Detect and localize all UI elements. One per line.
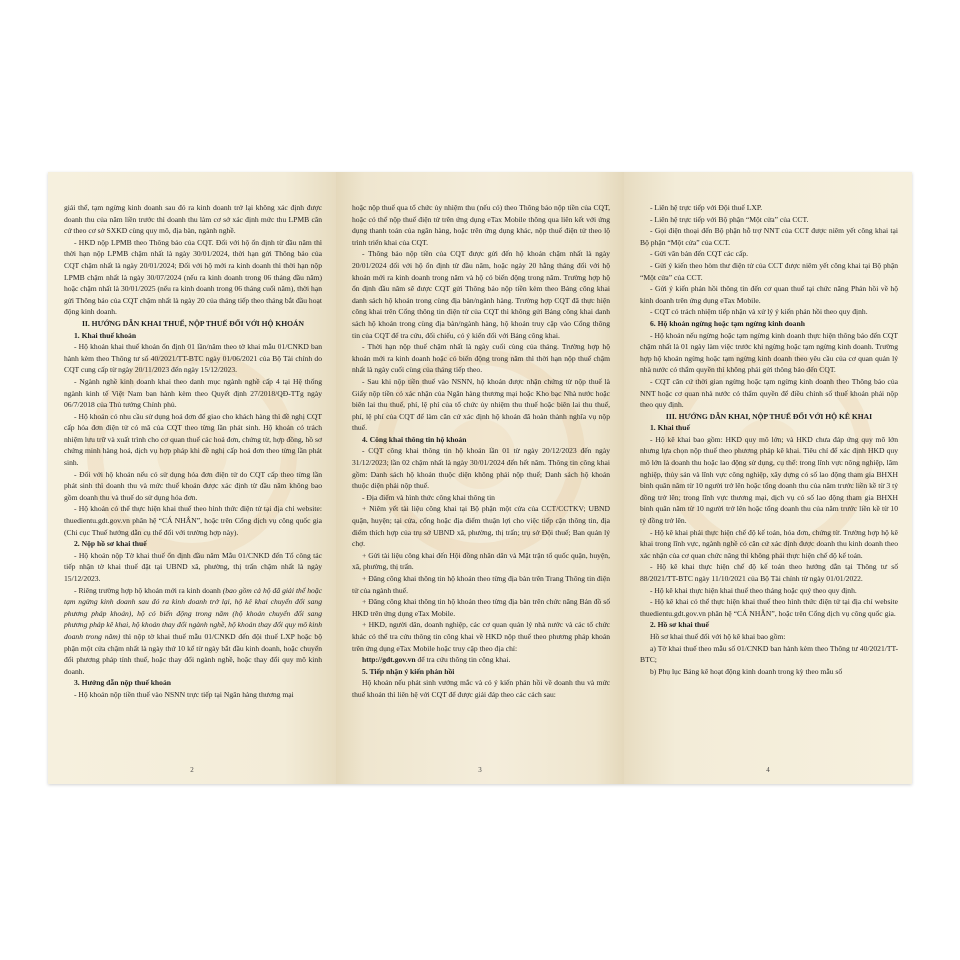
paragraph: - Hộ kê khai bao gồm: HKD quy mô lớn; và HKD chưa đáp ứng quy mô lớn nhưng lựa chọn nộp thuế theo phương pháp kê khai. Tiêu chí để xác định HKD quy mô lớn là doanh thu hoặc lao động sử dụng, cụ thể: trong lĩnh vực nông nghiệp, lâm nghiệp, thủy sản và lĩnh vực công nghiệp, xây dựng có số lao động tham gia BHXH bình quân năm từ 10 người trở lên hoặc tổng doanh thu của năm trước liền kề từ 3 tỷ đồng trở lên; trong lĩnh vực thương mại, dịch vụ có số lao động tham gia BHXH bình quân năm từ 10 người trở lên hoặc tổng doanh thu của năm trước liền kề từ 10 tỷ đồng trở lên. xyxy=(640,434,898,526)
page-4-text xyxy=(640,202,898,677)
paragraph: - Đối với hộ khoán nếu có sử dụng hóa đơn điện tử do CQT cấp theo từng lần phát sinh thì doanh thu và mức thuế khoán được xác định từ đầu năm không bao gồm doanh thu và thuế do sử dụng hóa đơn. xyxy=(64,469,322,502)
section-heading: 6. Hộ khoán ngừng hoặc tạm ngừng kinh doanh xyxy=(650,318,805,328)
chapter-heading: III. HƯỚNG DẪN KHAI, NỘP THUẾ ĐỐI VỚI HỘ KÊ KHAI xyxy=(665,411,873,421)
paragraph: - Hộ kê khai thực hiện chế độ kế toán theo hướng dẫn tại Thông tư số 88/2021/TT-BTC ngày 11/10/2021 của Bộ Tài chính từ ngày 01/01/2022. xyxy=(640,562,898,583)
section-heading: 1. Khai thuế khoán xyxy=(74,330,137,340)
paragraph: - Hộ khoán nếu ngừng hoặc tạm ngừng kinh doanh thực hiện thông báo đến CQT chậm nhất là 01 ngày làm việc trước khi ngừng hoặc tạm ngừng kinh doanh. Trường hợp hộ khoán ngừng hoặc tạm ngừng kinh doanh theo yêu cầu của cơ quan quản lý nhà nước có thẩm quyền thì không phải gửi thông báo đến CQT. xyxy=(640,330,898,375)
paragraph: a) Tờ khai thuế theo mẫu số 01/CNKD ban hành kèm theo Thông tư 40/2021/TT-BTC; xyxy=(640,643,898,665)
paragraph: - Địa điểm và hình thức công khai thông tin xyxy=(362,492,495,502)
page-2-text xyxy=(64,202,322,701)
paragraph: - HKD nộp LPMB theo Thông báo của CQT. Đối với hộ ổn định từ đầu năm thì thời hạn nộp LPMB chậm nhất là ngày 30/01/2024, thời hạn gửi Thông báo của CQT chậm nhất là ngày 20/01/2024; Đối với hộ mới ra kinh doanh thì thời hạn nộp LPMB chậm nhất là ngày 30/07/2024 (nếu ra kinh doanh trong 06 tháng đầu năm) hoặc chậm nhất là 30/01/2025 (nếu ra kinh doanh trong 06 tháng cuối năm), thời hạn gửi Thông báo của CQT chậm nhất là ngày 20 của tháng tiếp theo tháng bắt đầu hoạt động kinh doanh. xyxy=(64,237,322,317)
paragraph-run: để tra cứu thông tin công khai. xyxy=(415,655,511,665)
section-heading: 2. Hồ sơ khai thuế xyxy=(650,620,709,630)
section-heading: 1. Khai thuế xyxy=(650,423,690,433)
paragraph: - Gửi văn bản đến CQT các cấp. xyxy=(650,249,749,259)
paragraph: + Đăng công khai thông tin hộ khoán theo từng địa bàn trên Trang Thông tin điện tử của ngành thuế. xyxy=(352,574,610,595)
paragraph: - Liên hệ trực tiếp với Đội thuế LXP. xyxy=(650,203,763,212)
paragraph: Hộ khoán nếu phát sinh vướng mắc và có ý kiến phản hồi về doanh thu và mức thuế khoán thì liên hệ với CQT để được giải đáp theo các cách sau: xyxy=(352,678,610,699)
page-3-text xyxy=(352,202,610,701)
paragraph: - Hộ khoán khai thuế khoán ổn định 01 lần/năm theo tờ khai mẫu 01/CNKD ban hành kèm theo Thông tư số 40/2021/TT-BTC ngày 01/06/2021 của Bộ Tài chính do CQT cung cấp từ ngày 20/11/2023 đến ngày 15/12/2023. xyxy=(64,342,322,375)
paragraph: - Hộ khoán nộp Tờ khai thuế ổn định đầu năm Mẫu 01/CNKD đến Tổ công tác tiếp nhận tờ khai thuế đặt tại UBND xã, phường, thị trấn chậm nhất là ngày 15/12/2023. xyxy=(64,550,322,583)
paragraph: - CQT công khai thông tin hộ khoán lần 01 từ ngày 20/12/2023 đến ngày 31/12/2023; lần 02 chậm nhất là ngày 30/01/2024 đến hết năm. Thông tin công khai gồm: Danh sách hộ khoán thuộc diện không phải nộp thuế; Danh sách hộ khoán thuộc diện phải nộp thuế. xyxy=(352,446,610,491)
paragraph: + Gửi tài liệu công khai đến Hội đồng nhân dân và Mặt trận tổ quốc quận, huyện, xã, phường, thị trấn. xyxy=(352,550,610,572)
paragraph: + Đăng công khai thông tin hộ khoán theo từng địa bàn trên chức năng Bản đồ số HKD trên ứng dụng eTax Mobile. xyxy=(352,597,610,618)
paragraph: - Liên hệ trực tiếp với Bộ phận “Một cửa” của CCT. xyxy=(650,214,809,224)
paragraph-run: thì nộp tờ khai thuế mẫu 01/CNKD đến đội thuế LXP hoặc bộ phận một cửa chậm nhất là ngày thứ 10 kể từ ngày bắt đầu kinh doanh, hoặc chuyển đổi phương pháp tính thuế, hoặc thay đổi ngành nghề, hoặc thay đổi quy mô kinh doanh. xyxy=(64,631,323,676)
paragraph: b) Phụ lục Bảng kê hoạt động kinh doanh trong kỳ theo mẫu số xyxy=(650,666,843,676)
paragraph: - CQT căn cứ thời gian ngừng hoặc tạm ngừng kinh doanh theo Thông báo của NNT hoặc cơ quan nhà nước có thẩm quyền để điều chỉnh số thuế khoán phải nộp theo quy định. xyxy=(640,376,898,410)
paragraph: - Thời hạn nộp thuế chậm nhất là ngày cuối cùng của tháng. Trường hợp hộ khoán mới ra kinh doanh hoặc có biến động trong năm thì thời hạn nộp thuế chậm nhất là ngày cuối cùng của tháng tiếp theo. xyxy=(352,342,610,375)
section-heading: 3. Hướng dẫn nộp thuế khoán xyxy=(74,678,171,688)
chapter-heading: II. HƯỚNG DẪN KHAI THUẾ, NỘP THUẾ ĐỐI VỚI HỘ KHOÁN xyxy=(81,318,305,328)
page-number: 2 xyxy=(190,766,194,774)
paragraph: - Ngành nghề kinh doanh khai theo danh mục ngành nghề cấp 4 tại Hệ thống ngành kinh tế Việt Nam ban hành kèm theo Quyết định 27/2018/QĐ-TTg ngày 06/7/2018 của Thủ tướng Chính phủ. xyxy=(64,376,322,410)
paragraph xyxy=(64,585,322,678)
paragraph-run: http://gdt.gov.vn xyxy=(362,655,416,665)
page-4 xyxy=(624,172,912,784)
paragraph: + HKD, người dân, doanh nghiệp, các cơ quan quản lý nhà nước và các tổ chức khác có thể tra cứu thông tin công khai về HKD nộp thuế theo phương pháp khoán trên ứng dụng eTax Mobile hoặc truy cập theo địa chỉ: xyxy=(352,620,610,653)
page-number: 3 xyxy=(478,766,482,774)
paragraph: Hồ sơ khai thuế đối với hộ kê khai bao gồm: xyxy=(650,631,786,641)
paragraph: - Hộ kê khai phải thực hiện chế độ kế toán, hóa đơn, chứng từ. Trường hợp hộ kê khai trong lĩnh vực, ngành nghề có căn cứ xác định được doanh thu kinh doanh theo xác nhận của cơ quan chức năng thì không phải thực hiện chế độ kế toán. xyxy=(640,527,898,560)
paragraph: - Gửi ý kiến theo hòm thư điện tử của CCT được niêm yết công khai tại Bộ phận “Một cửa” của CCT. xyxy=(640,260,898,282)
paragraph: - Gọi điện thoại đến Bộ phận hỗ trợ NNT của CCT được niêm yết công khai tại Bộ phận “Một cửa” của CCT. xyxy=(640,226,898,247)
paragraph: giải thể, tạm ngừng kinh doanh sau đó ra kinh doanh trở lại không xác định được doanh thu của năm liền trước thì doanh thu làm cơ sở xác định mức thu LPMB căn cứ theo cơ sở SXKD cùng quy mô, địa bàn, ngành nghề. xyxy=(64,203,322,236)
paragraph: - Thông báo nộp tiền của CQT được gửi đến hộ khoán chậm nhất là ngày 20/01/2024 đối với hộ ổn định từ đầu năm, hoặc ngày 20 hằng tháng đối với hộ khoán mới ra kinh doanh trong năm và hộ có biến động trong năm. Trường hợp hộ ổn định đầu năm sẽ được CQT gửi Thông báo nộp tiền kèm theo Bảng công khai danh sách hộ khoán trong cùng địa bàn/ngành hàng. Trường hợp CQT đã thực hiện công khai trên Cổng thông tin điện tử của CQT thì không gửi Bảng công khai danh sách hộ khoán trong cùng địa bàn/ngành hàng, hộ khoán truy cập vào Cổng thông tin của CQT để tra cứu, đối chiếu, có ý kiến đối với Bảng công khai. xyxy=(352,249,610,340)
paragraph-run: (bao gồm cả hộ đã giải thể hoặc tạm ngừng kinh doanh sau đó ra kinh doanh trở lại, hộ kê khai chuyển đổi sang phương pháp khoán), hộ có biến động trong năm (hộ khoán chuyển đổi sang phương pháp kê khai, hộ khoán thay đổi ngành nghề, hộ khoán thay đổi quy mô kinh doanh trong năm) xyxy=(64,585,322,641)
paragraph: - Gửi ý kiến phản hồi thông tin đến cơ quan thuế tại chức năng Phản hồi về hộ kinh doanh trên ứng dụng eTax Mobile. xyxy=(640,284,898,305)
paragraph: hoặc nộp thuế qua tổ chức ủy nhiệm thu (nếu có) theo Thông báo nộp tiền của CQT, hoặc có thể nộp thuế điện tử trên ứng dụng eTax Mobile thông qua liên kết với ứng dụng thanh toán của ngân hàng, hoặc trên ứng dụng khác, nộp thuế điện tử theo lộ trình triển khai của CQT. xyxy=(352,203,610,247)
page-3 xyxy=(336,172,624,784)
paragraph: - Hộ khoán có thể thực hiện khai thuế theo hình thức điện tử tại địa chỉ website: thuedientu.gdt.gov.vn phân hệ “CÁ NHÂN”, hoặc trên Cổng dịch vụ công quốc gia (Chi cục Thuế hướng dẫn cụ thể đối với trường hợp này). xyxy=(64,504,322,537)
paragraph: - Hộ kê khai thực hiện khai thuế theo tháng hoặc quý theo quy định. xyxy=(650,585,857,595)
section-heading: 4. Công khai thông tin hộ khoán xyxy=(362,434,467,444)
paragraph: - Hộ khoán có nhu cầu sử dụng hoá đơn để giao cho khách hàng thì đề nghị CQT cấp hóa đơn điện tử có mã của CQT theo từng lần phát sinh. Hộ khoán có trách nhiệm lưu trữ và xuất trình cho cơ quan thuế các hoá đơn, chứng từ, hợp đồng, hồ sơ chứng minh hàng hoá, dịch vụ hợp pháp khi đề nghị cấp hoá đơn theo từng lần phát sinh. xyxy=(64,411,322,468)
paragraph: - Hộ kê khai có thể thực hiện khai thuế theo hình thức điện tử tại địa chỉ website thuedientu.gdt.gov.vn phân hệ “CÁ NHÂN”, hoặc trên Cổng dịch vụ công quốc gia. xyxy=(640,597,898,618)
paragraph xyxy=(352,654,610,666)
section-heading: 5. Tiếp nhận ý kiến phản hồi xyxy=(362,666,455,676)
paragraph: - CQT có trách nhiệm tiếp nhận và xử lý ý kiến phản hồi theo quy định. xyxy=(650,307,868,317)
section-heading: 2. Nộp hồ sơ khai thuế xyxy=(74,539,147,549)
page-2 xyxy=(48,172,336,784)
paragraph: + Niêm yết tài liệu công khai tại Bộ phận một cửa của CCT/CCTKV; UBND quận, huyện; tại cửa, cổng hoặc địa điểm thuận lợi cho việc tiếp cận thông tin, địa điểm thích hợp của trụ sở UBND xã, phường, thị trấn; trụ sở Đội thuế; Ban quản lý chợ. xyxy=(352,504,610,549)
paragraph: - Hộ khoán nộp tiền thuế vào NSNN trực tiếp tại Ngân hàng thương mại xyxy=(74,689,294,699)
page-number: 4 xyxy=(766,766,770,774)
paragraph: - Sau khi nộp tiền thuế vào NSNN, hộ khoán được nhận chứng từ nộp thuế là Giấy nộp tiền có xác nhận của Ngân hàng thương mại hoặc Kho bạc Nhà nước hoặc biên lai thu thuế, phí, lệ phí của tổ chức ủy nhiệm thu thuế hoặc biên lai thu thuế, phí, lệ phí của CQT để làm căn cứ xác định hộ khoán đã hoàn thành nghĩa vụ nộp thuế. xyxy=(352,376,610,433)
paragraph-run: - Riêng trường hợp hộ khoán mới ra kinh doanh xyxy=(74,585,223,595)
brochure-spread xyxy=(48,172,912,784)
